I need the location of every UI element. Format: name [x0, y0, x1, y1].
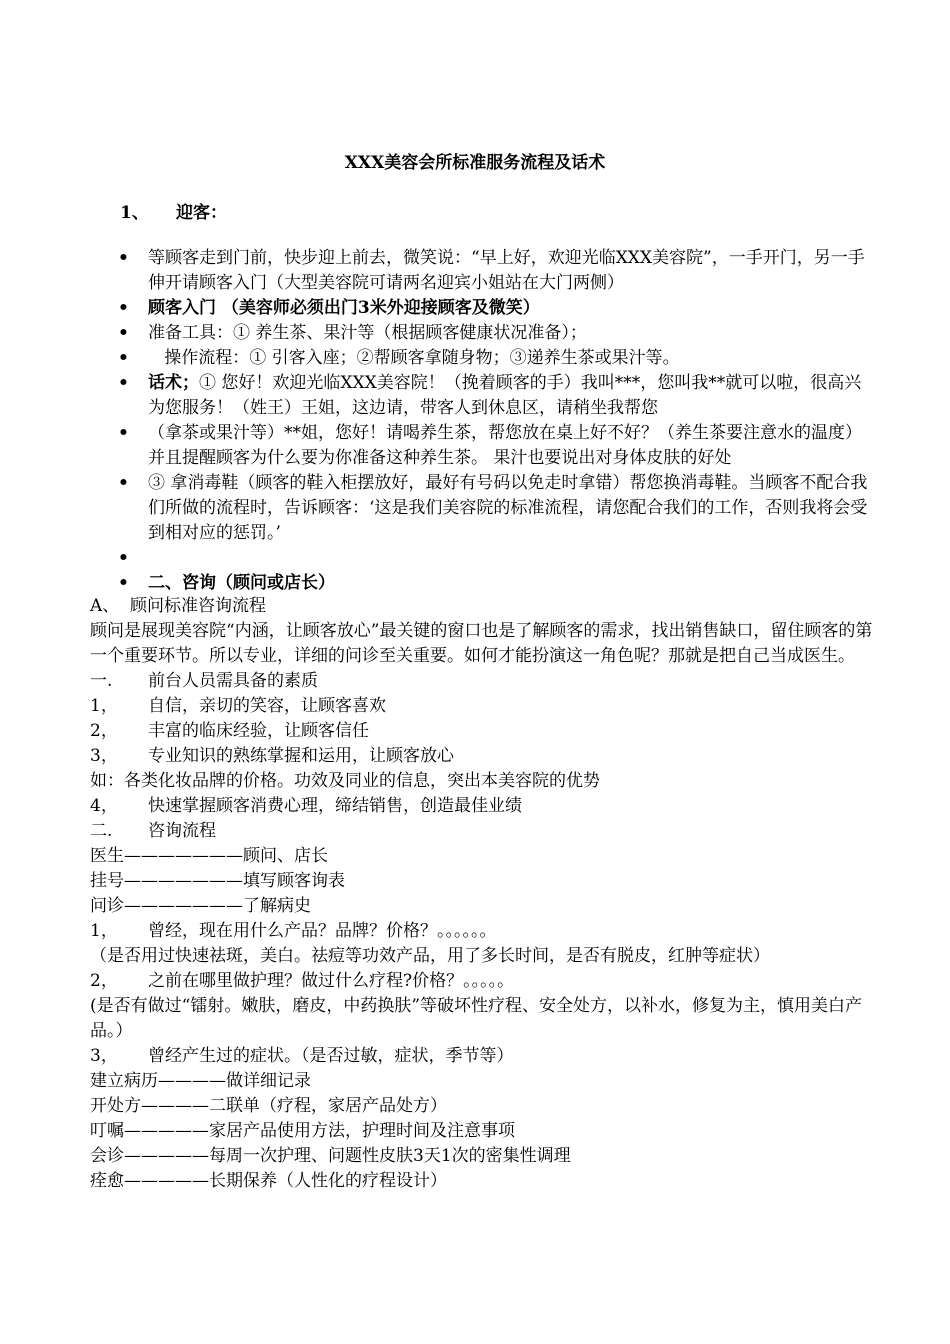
subheading-a: A、 顾问标准咨询流程: [90, 596, 266, 616]
bullet-icon: •: [118, 473, 129, 493]
paragraph: 顾问是展现美容院“内涵，让顾客放心”最关键的窗口也是了解顾客的需求，找出销售缺口，留住顾客的第一个重要环节。所以专业，详细的问诊至关重要。如何才能扮演这一角色呢？那就是把自己当成医生。: [90, 621, 873, 666]
section-1-heading: [120, 198, 227, 223]
section-1-label: 迎客：: [176, 203, 227, 223]
bullet-icon: •: [118, 373, 129, 393]
flow-step: 问诊———————了解病史: [90, 896, 311, 916]
list-item: • 二、咨询（顾问或店长）: [118, 571, 878, 596]
list-item: 2， 丰富的临床经验，让顾客信任: [90, 721, 369, 741]
bullet-icon: •: [118, 323, 129, 343]
flow-step: 会诊—————每周一次护理、问题性皮肤3天1次的密集性调理: [90, 1146, 571, 1166]
list-item: 2， 之前在哪里做护理？做过什么疗程?价格？。。。。。: [90, 971, 515, 991]
section-1-number: 1、: [120, 203, 149, 223]
welcome-bullet-list: [118, 246, 878, 596]
list-item: 1， 自信，亲切的笑容，让顾客喜欢: [90, 696, 386, 716]
example-line: 如：各类化妆品牌的价格。功效及同业的信息，突出本美容院的优势: [90, 771, 600, 791]
huashu-label: 话术；: [148, 373, 199, 393]
list-item: • 话术；① 您好！欢迎光临XXX美容院！（挽着顾客的手）我叫***，您叫我**就可以啦，很高兴为您服务！（姓王）王姐，这边请，带客人到休息区，请稍坐我帮您: [118, 373, 862, 418]
bullet-icon: •: [118, 298, 129, 318]
flow-step: 开处方————二联单（疗程，家居产品处方）: [90, 1096, 447, 1116]
flow-step: 医生———————顾问、店长: [90, 846, 328, 866]
flow-step: 建立病历————做详细记录: [90, 1071, 311, 1091]
consultation-section: [90, 594, 880, 1194]
flow-step: 痊愈—————长期保养（人性化的疗程设计）: [90, 1171, 447, 1191]
subheading-two: 二. 咨询流程: [90, 821, 216, 841]
list-item: • 顾客入门 （美容师必须出门3米外迎接顾客及微笑）: [118, 296, 878, 321]
list-item: 1， 曾经，现在用什么产品？品牌？价格？。。。。。。: [90, 921, 497, 941]
list-item: 3， 专业知识的熟练掌握和运用，让顾客放心: [90, 746, 454, 766]
list-item: • 等顾客走到门前，快步迎上前去，微笑说：“早上好，欢迎光临XXX美容院”，一手开门，另一手伸开请顾客入门（大型美容院可请两名迎宾小姐站在大门两侧）: [118, 248, 865, 293]
list-item: • 准备工具：① 养生茶、果汁等（根据顾客健康状况准备）；: [118, 321, 878, 346]
bullet-icon: •: [118, 548, 129, 568]
bullet-icon: •: [118, 248, 129, 268]
bullet-icon: •: [118, 423, 129, 443]
list-item: 4， 快速掌握顾客消费心理，缔结销售，创造最佳业绩: [90, 796, 522, 816]
document-title: XXX美容会所标准服务流程及话术: [344, 153, 606, 173]
bullet-icon: •: [118, 348, 129, 368]
list-item: [118, 546, 878, 571]
flow-step: 挂号———————填写顾客询表: [90, 871, 345, 891]
note-line: (是否有做过“镭射。嫩肤，磨皮，中药换肤”等破坏性疗程、安全处方，以补水，修复为主，慎用美白产品。）: [90, 996, 863, 1041]
list-item: • （拿茶或果汁等）**姐，您好！请喝养生茶，帮您放在桌上好不好？（养生茶要注意水的温度）并且提醒顾客为什么要为你准备这种养生茶。 果汁也要说出对身体皮肤的好处: [118, 423, 862, 468]
list-item: • ③ 拿消毒鞋（顾客的鞋入柜摆放好，最好有号码以免走时拿错）帮您换消毒鞋。当顾客不配合我们所做的流程时，告诉顾客：‘这是我们美容院的标准流程，请您配合我们的工作，否则我将会受到相对应的惩罚。’: [118, 473, 868, 543]
list-item: • 操作流程：① 引客入座；②帮顾客拿随身物；③递养生茶或果汁等。: [118, 346, 878, 371]
bullet-icon: •: [118, 573, 129, 593]
flow-step: 叮嘱—————家居产品使用方法，护理时间及注意事项: [90, 1121, 515, 1141]
list-item: 3， 曾经产生过的症状。（是否过敏，症状，季节等）: [90, 1046, 514, 1066]
subheading-one: 一. 前台人员需具备的素质: [90, 671, 318, 691]
note-line: （是否用过快速祛斑，美白。祛痘等功效产品，用了多长时间，是否有脱皮，红肿等症状）: [90, 946, 770, 966]
